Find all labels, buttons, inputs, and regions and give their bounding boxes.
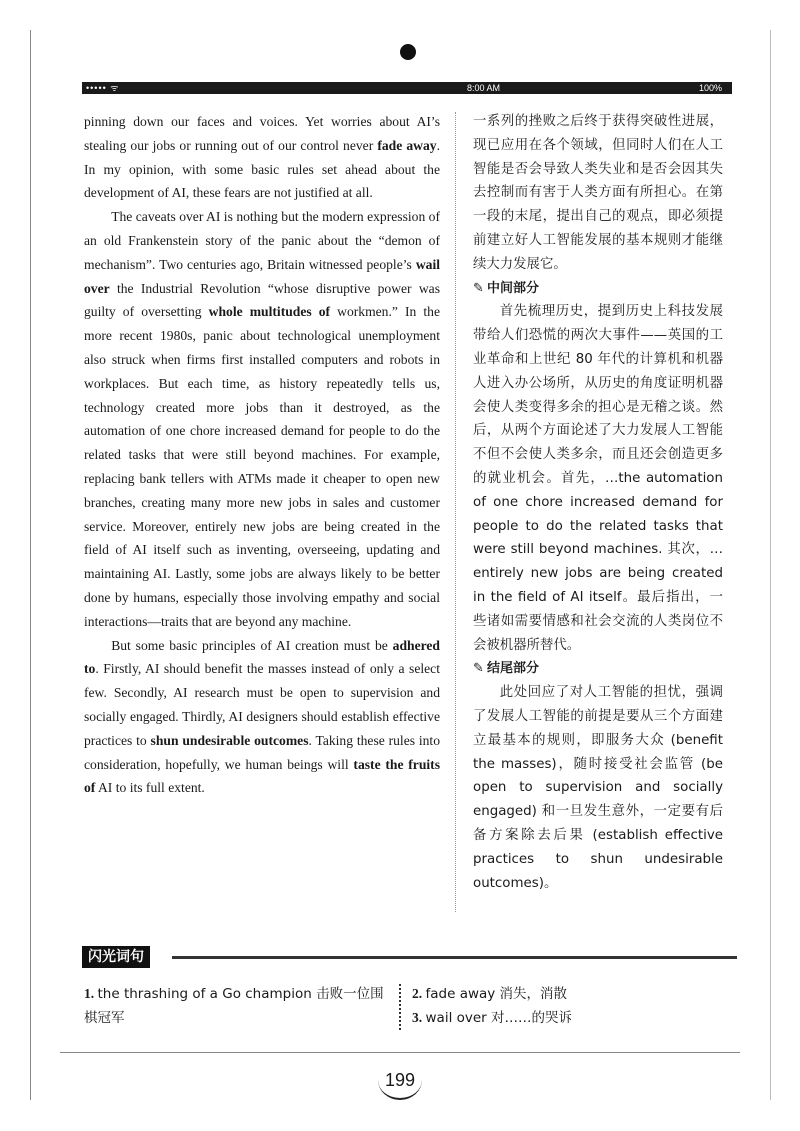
status-time: 8:00 AM xyxy=(467,83,501,93)
vocab-divider xyxy=(399,984,401,1030)
page-number-arc xyxy=(378,1060,422,1100)
pencil-icon: ✎ xyxy=(473,661,484,677)
page-number: 199 xyxy=(370,1060,430,1100)
camera-dot-icon xyxy=(400,44,416,60)
signal-icon: ••••• ᯤ xyxy=(86,83,120,93)
highlight-fade-away: fade away xyxy=(377,137,437,153)
flash-phrases-label: 闪光词句 xyxy=(82,946,150,968)
vocab-list-left xyxy=(84,982,394,1030)
battery-percent: 100% xyxy=(699,83,723,93)
middle-section-text: 首先梳理历史，提到历史上科技发展带给人们恐慌的两次大事件——英国的工业革命和上世纪 80 年代的计算机和机器人进入办公场所，从历史的角度证明机器会使人类变得多余的担心是无稽之谈。然后，从两个方面论述了大力发展人工智能不但不会使人类多余，而且还会创造更多的就业机会。首先，…the automation of one chore increased demand for people to do the related tasks that were still beyond machines. 其次，…entirely new jobs are being created in the field of AI itself。最后指出，一些诸如需要情感和社会交流的人类岗位不会被机器所替代。 xyxy=(473,304,723,653)
status-bar xyxy=(82,82,732,94)
essay-paragraph-1: pinning down our faces and voices. Yet worries about AI’s stealing our jobs or running out of our control never fade away. In my opinion, with some basic rules set ahead about the development of AI, these fears are not justified at all. xyxy=(84,114,440,201)
highlight-whole-multitudes: whole multitudes of xyxy=(208,304,331,320)
footer-rule xyxy=(60,1052,740,1053)
flash-phrases-banner xyxy=(82,946,737,970)
vocab-list-right xyxy=(412,982,732,1030)
highlight-adhered-to: adhered to xyxy=(84,637,440,677)
highlight-shun-outcomes: shun undesirable outcomes xyxy=(150,732,309,748)
highlight-wail-over: wail over xyxy=(84,256,440,296)
column-divider xyxy=(455,112,456,912)
pencil-icon: ✎ xyxy=(473,280,484,296)
english-essay-column xyxy=(84,110,440,800)
chinese-analysis-column xyxy=(473,110,723,895)
ending-section-heading: ✎ 结尾部分 xyxy=(473,657,723,681)
analysis-intro: 一系列的挫败之后终于获得突破性进展，现已应用在各个领域，但同时人们在人工智能是否会导致人类失业和是否会因其失去控制而有害于人类方面有所担心。在第一段的末尾，提出自己的观点，即必须提前建立好人工智能发展的基本规则才能继续大力发展它。 xyxy=(473,114,723,272)
battery-icon xyxy=(702,96,718,104)
essay-paragraph-3: But some basic principles of AI creation must be adhered to. Firstly, AI should benefit the masses instead of only a select few. Secondly, AI research must be open to supervision and socially engaged. Thirdly, AI designers should establish effective practices to shun undesirable outcomes. Taking these rules into consideration, hopefully, we human beings will taste the fruits of AI to its full extent. xyxy=(84,637,440,796)
page-border-right xyxy=(770,30,771,1100)
banner-rule xyxy=(172,956,737,959)
essay-paragraph-2: The caveats over AI is nothing but the modern expression of an old Frankenstein story of the panic about the “demon of mechanism”. Two centuries ago, Britain witnessed people’s wail over the Industrial Revolution “whose disruptive power was guilty of oversetting whole multitudes of workmen.” In the more recent 1980s, panic about technological unemployment also struck when firms first installed computers and robots in workplaces. But each time, as history repeatedly tells us, technology created more jobs than it destroyed, as the automation of one chore increased demand for people to do the related tasks that were still beyond machines. For example, replacing bank tellers with ATMs made it cheaper to open new branches, creating many more new jobs in sales and customer service. Moreover, entirely new jobs are being created in the field of AI itself such as inventing, overseeing, updating and maintaining AI. Lastly, some jobs are always likely to be better done by humans, especially those involving empathy and social interactions—traits that are beyond any machine. xyxy=(84,209,440,629)
ending-section-text: 此处回应了对人工智能的担忧，强调了发展人工智能的前提是要从三个方面建立最基本的规则，即服务大众 (benefit the masses)，随时接受社会监管 (be open to supervision and socially engaged) 和一旦发生意外，一定要有后备方案除去后果 (establish effective practices to shun undesirable outcomes)。 xyxy=(473,685,723,891)
battery-status xyxy=(699,82,732,106)
middle-section-heading: ✎ 中间部分 xyxy=(473,277,723,301)
highlight-taste-fruits: taste the fruits of xyxy=(84,756,440,796)
vocab-item-2: 2. fade away 消失，消散 xyxy=(412,986,568,1002)
vocab-item-1: 1. the thrashing of a Go champion 击败一位围棋冠军 xyxy=(84,986,384,1026)
page-border-left xyxy=(30,30,31,1100)
vocab-item-3: 3. wail over 对……的哭诉 xyxy=(412,1010,573,1026)
